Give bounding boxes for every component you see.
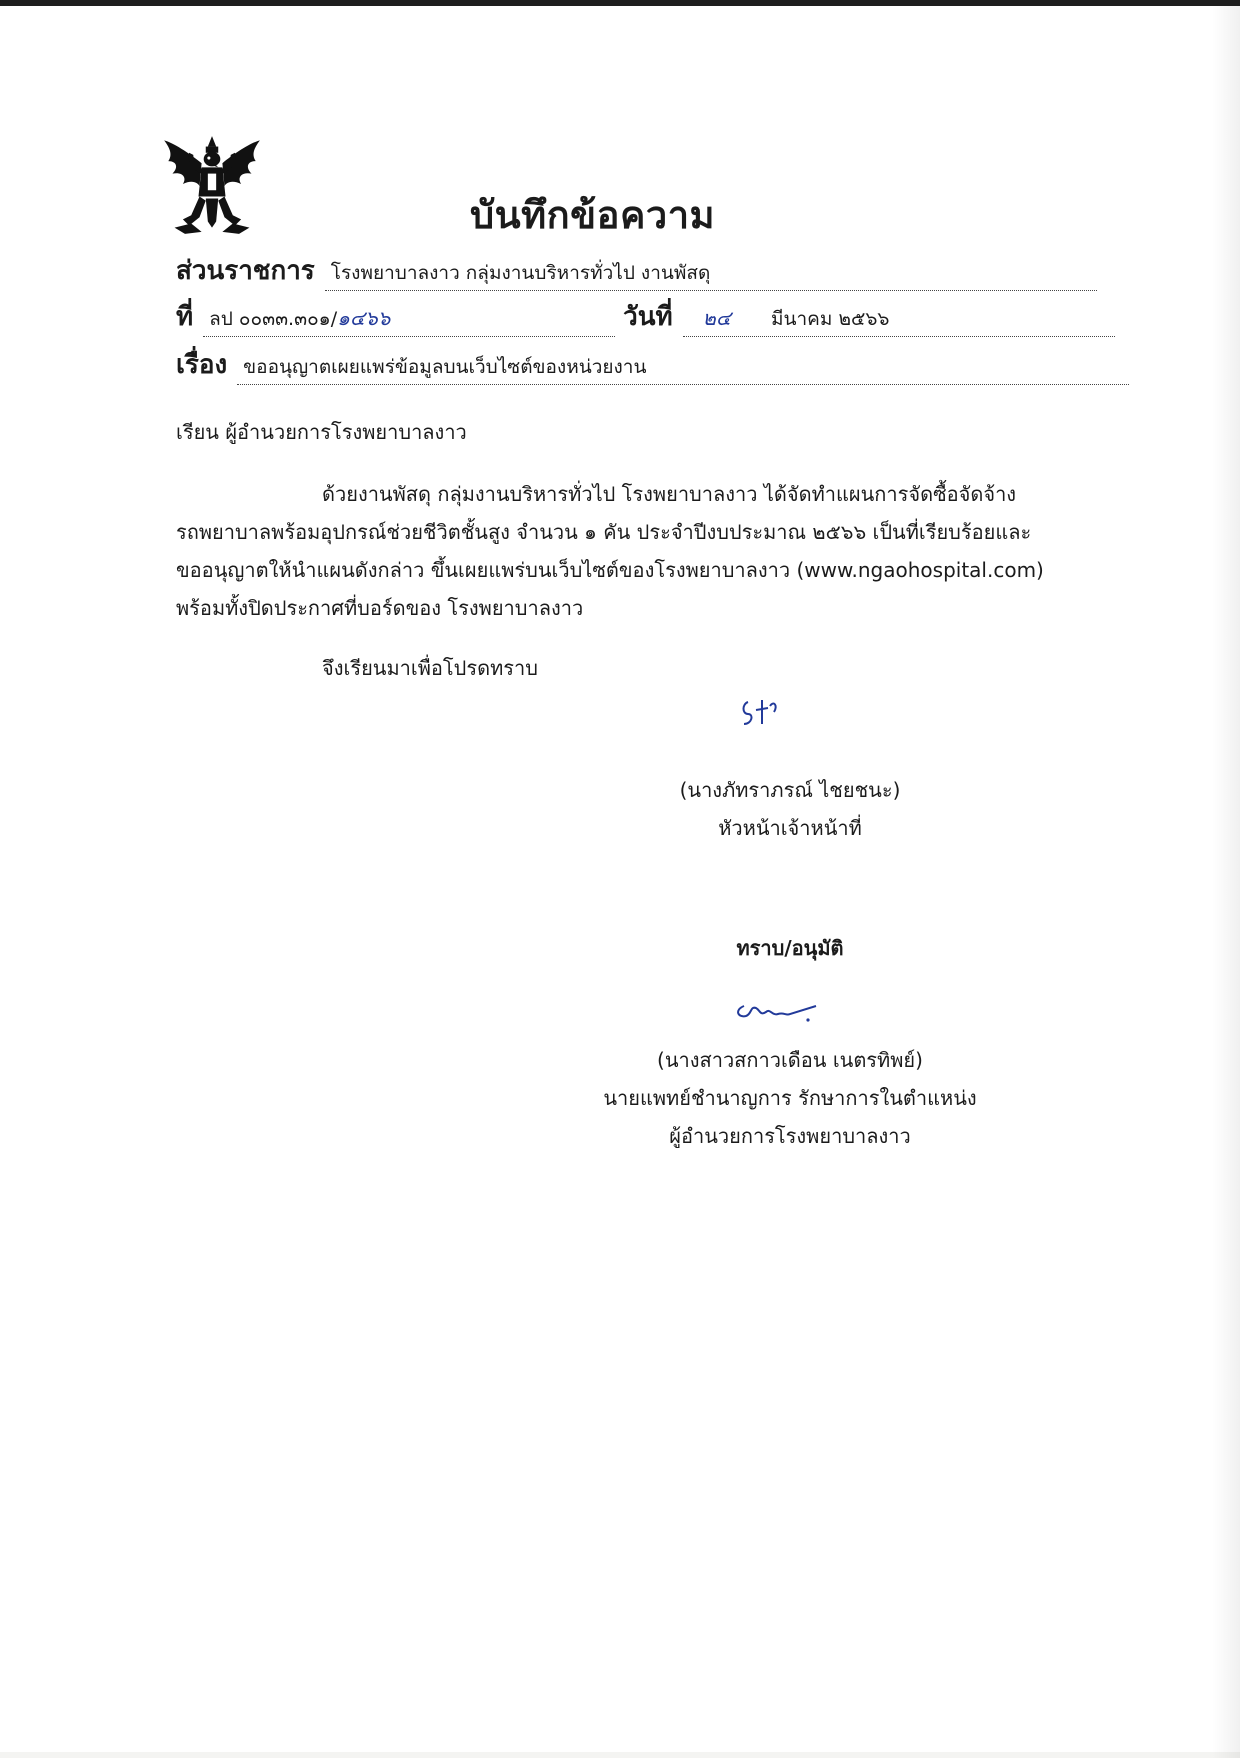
reference-handwritten-number: ๑๔๖๖	[337, 306, 391, 330]
signer-1-position: หัวหน้าเจ้าหน้าที่	[718, 816, 862, 840]
date-field	[683, 302, 1115, 337]
subject-row	[176, 344, 1129, 385]
paragraph-line-1: ด้วยงานพัสดุ กลุ่มงานบริหารทั่วไป โรงพยาบาลงาว ได้จัดทำแผนการจัดซื้อจัดจ้าง	[322, 482, 1017, 506]
agency-label: ส่วนราชการ	[176, 256, 315, 286]
agency-value: โรงพยาบาลงาว กลุ่มงานบริหารทั่วไป งานพัสดุ	[325, 258, 1097, 291]
approver-position-line-1: นายแพทย์ชำนาญการ รักษาการในตำแหน่ง	[603, 1086, 977, 1110]
paragraph-line-3: ขออนุญาตให้นำแผนดังกล่าว ขึ้นเผยแพร่บนเว็บไซต์ของโรงพยาบาลงาว (www.ngaohospital.com)	[176, 558, 1044, 582]
reference-label: ที่	[176, 302, 194, 332]
memo-title: บันทึกข้อความ	[470, 193, 716, 237]
closing-line: จึงเรียนมาเพื่อโปรดทราบ	[322, 656, 538, 680]
signature-1-mark	[738, 694, 798, 734]
reference-field	[203, 302, 615, 337]
agency-row	[176, 250, 1097, 291]
approval-label: ทราบ/อนุมัติ	[736, 936, 844, 960]
approver-name: (นางสาวสกาวเดือน เนตรทิพย์)	[657, 1048, 923, 1072]
subject-value: ขออนุญาตเผยแพร่ข้อมูลบนเว็บไซต์ของหน่วยงาน	[237, 352, 1129, 385]
paragraph-line-2: รถพยาบาลพร้อมอุปกรณ์ช่วยชีวิตชั้นสูง จำนวน ๑ คัน ประจำปีงบประมาณ ๒๕๖๖ เป็นที่เรียบร้อยและ	[176, 520, 1032, 544]
reference-date-row	[176, 296, 1115, 337]
reference-printed: ลป ๐๐๓๓.๓๐๑/	[209, 308, 338, 330]
garuda-emblem-icon	[160, 132, 264, 236]
date-month-year: มีนาคม ๒๕๖๖	[770, 308, 890, 330]
salutation: เรียน ผู้อำนวยการโรงพยาบาลงาว	[176, 420, 467, 444]
date-day-handwritten: ๒๔	[702, 306, 731, 330]
signer-1-name: (นางภัทราภรณ์ ไชยชนะ)	[679, 778, 901, 802]
signature-2-mark	[730, 992, 830, 1028]
subject-label: เรื่อง	[176, 350, 228, 380]
approver-position-line-2: ผู้อำนวยการโรงพยาบาลงาว	[669, 1124, 911, 1148]
paragraph-line-4: พร้อมทั้งปิดประกาศที่บอร์ดของ โรงพยาบาลงาว	[176, 596, 584, 620]
scan-edge-shadow	[1212, 6, 1240, 1758]
date-label: วันที่	[623, 302, 673, 332]
